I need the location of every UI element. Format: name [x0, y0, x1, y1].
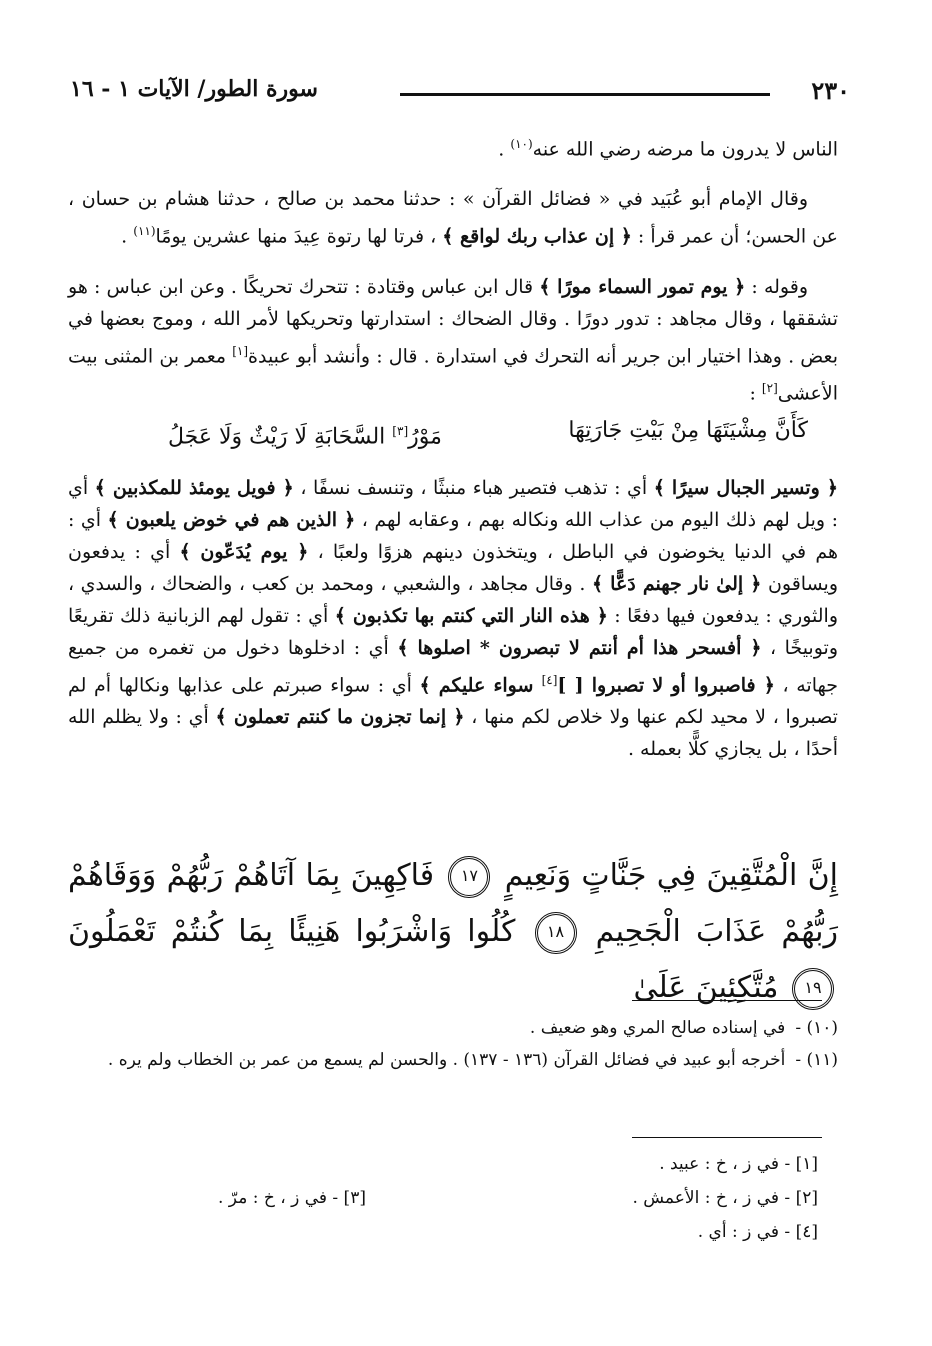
quran-quote: ﴿ يوم تمور السماء مورًا ﴾	[539, 275, 746, 298]
variant-ref: [٣]	[392, 424, 409, 439]
quran-quote: ﴿ هذه النار التي كنتم بها تكذبون ﴾	[334, 604, 608, 627]
footnote	[68, 1044, 838, 1076]
text: الناس لا يدرون ما مرضه رضي الله عنه	[532, 138, 838, 161]
variant-ref: [١]	[232, 343, 249, 358]
footnote-ref: (١٠)	[510, 137, 533, 151]
text: وقوله :	[745, 275, 808, 298]
footnotes	[68, 1012, 838, 1076]
text: أي : تقول لهم الزبانية ذلك تقريعًا وتوبيخًا ،	[68, 604, 838, 659]
footnote-ref: (١١)	[133, 224, 156, 239]
text: .	[121, 225, 134, 248]
variant-note-3: [٣] - في ز ، خ : مرّ .	[218, 1188, 366, 1208]
poetry-verse	[68, 415, 838, 453]
variant-notes	[68, 1150, 838, 1260]
quran-verses	[68, 848, 838, 1016]
page-header	[70, 70, 850, 110]
variant-note-4: [٤] - في ز : أي .	[697, 1222, 818, 1242]
poetry-hemistich-1: كَأَنَّ مِشْيَتَهَا مِنْ بَيْتِ جَارَتِهَا	[568, 418, 808, 444]
paragraph-1	[68, 128, 838, 165]
text: مَوْرُ	[408, 424, 442, 450]
quran-quote: ﴿ إن عذاب ربك لواقع ﴾	[442, 225, 632, 248]
quran-quote: ﴿ الذين هم في خوض يلعبون ﴾	[107, 508, 356, 531]
footnote-text: أخرجه أبو عبيد في فضائل القرآن (١٣٦ - ١٣٧) . والحسن لم يسمع من عمر بن الخطاب ولم يره .	[107, 1050, 786, 1070]
main-text	[68, 128, 838, 783]
text: أي : ادخلوها دخول من تغمره من جميع جهاته ،	[68, 636, 838, 696]
text: وقال الإمام أبو عُبَيد في « فضائل القرآن » : حدثنا محمد بن صالح ، حدثنا هشام بن حسان ، عن الحسن؛ أن عمر قرأ :	[68, 188, 838, 248]
quran-quote: ﴿ فويل يومئذ للمكذبين ﴾	[94, 476, 294, 499]
ayah-number-19: ١٩	[792, 968, 834, 1010]
text: أي : ولا يظلم الله أحدًا ، بل يجازي كلًّا بعمله .	[68, 705, 838, 760]
ayah-20-text: مُتَّكِئِينَ عَلَىٰ	[633, 970, 779, 1005]
page-number: ٢٣٠	[811, 76, 850, 105]
running-title: سورة الطور/ الآيات ١ - ١٦	[70, 76, 318, 102]
paragraph-2	[68, 183, 838, 252]
footnote	[68, 1012, 838, 1044]
ayah-number-17: ١٧	[448, 856, 490, 898]
text: قال ابن عباس وقتادة : تتحرك تحريكًا . وعن ابن عباس : هو تشققها ، وقال مجاهد : تدور دورًا . وقال الضحاك : استدارتها وتحريكها لأمر الله ، وموج بعضها في بعض . وهذا اختيار ابن جرير أنه التحرك في استدارة . قال : وأنشد أبو عبيدة	[68, 275, 838, 367]
footnote-rule	[632, 1000, 822, 1001]
variant-note-2: [٢] - في ز ، خ : الأعمش .	[632, 1188, 818, 1208]
quran-quote: ﴿ يوم يُدَعّون ﴾	[179, 540, 309, 563]
text: . وقال مجاهد ، والشعبي ، ومحمد بن كعب ، والضحاك ، والسدي ، والثوري : يدفعون فيها دفعًا :	[68, 572, 838, 627]
paragraph-3	[68, 271, 838, 410]
footnote-number: (١٠) -	[795, 1018, 838, 1038]
footnote-number: (١١) -	[795, 1050, 838, 1070]
variant-note-1: [١] - في ز ، خ : عبيد .	[659, 1154, 818, 1174]
quran-quote: ﴿ وتسير الجبال سيرًا ﴾	[653, 476, 838, 499]
text: ، فرتا لها رتوة عِيدَ منها عشرين يومًا	[155, 225, 443, 248]
variant-ref: [٤]	[541, 672, 558, 687]
text: أي : ويل لهم ذلك اليوم من عذاب الله ونكاله بهم ، وعقابه لهم ،	[68, 476, 838, 531]
ayah-18-text: فَاكِهِينَ بِمَا آتَاهُمْ رَبُّهُمْ وَوَقَاهُمْ رَبُّهُمْ عَذَابَ الْجَحِيمِ	[68, 858, 838, 949]
text: .	[498, 138, 511, 161]
footnote-text: في إسناده صالح المري وهو ضعيف .	[529, 1018, 786, 1038]
ayah-17-text: إِنَّ الْمُتَّقِينَ فِي جَنَّاتٍ وَنَعِيمٍ	[504, 858, 838, 893]
text: السَّحَابَةِ لَا رَيْثٌ وَلَا عَجَلُ	[168, 424, 393, 450]
text: معمر بن المثنى بيت الأعشى	[68, 344, 838, 405]
header-rule	[400, 93, 770, 96]
quran-quote: ﴿ إنما تجزون ما كنتم تعملون ﴾	[215, 705, 465, 728]
quran-quote: سواء عليكم ﴾	[419, 673, 542, 696]
ayah-19-text: كُلُوا وَاشْرَبُوا هَنِيئًا بِمَا كُنتُمْ تَعْمَلُونَ	[68, 914, 516, 949]
poetry-hemistich-2	[168, 415, 442, 453]
text: أي : هم في الدنيا يخوضون في الباطل ، ويتخذون دينهم هزوًا ولعبًا ،	[68, 508, 838, 563]
text: :	[749, 382, 762, 405]
text: أي : يدفعون ويساقون	[68, 540, 838, 595]
ayah-number-18: ١٨	[535, 912, 577, 954]
quran-quote: ﴿ إلىٰ نار جهنم دَعًّا ﴾	[591, 572, 762, 595]
paragraph-4	[68, 472, 838, 765]
quran-quote: ﴿ فاصبروا أو لا تصبروا [ ]	[557, 673, 775, 696]
variant-ref: [٢]	[761, 380, 778, 395]
variant-notes-rule	[632, 1137, 822, 1138]
quran-quote: ﴿ أفسحر هذا أم أنتم لا تبصرون * اصلوها ﴾	[397, 636, 762, 659]
text: أي : تذهب فتصير هباء منبثًا ، وتنسف نسفًا ،	[293, 476, 654, 499]
text: أي : سواء صبرتم على عذابها ونكالها أم لم تصبروا ، لا محيد لكم عنها ولا خلاص لكم منها ،	[68, 673, 838, 728]
